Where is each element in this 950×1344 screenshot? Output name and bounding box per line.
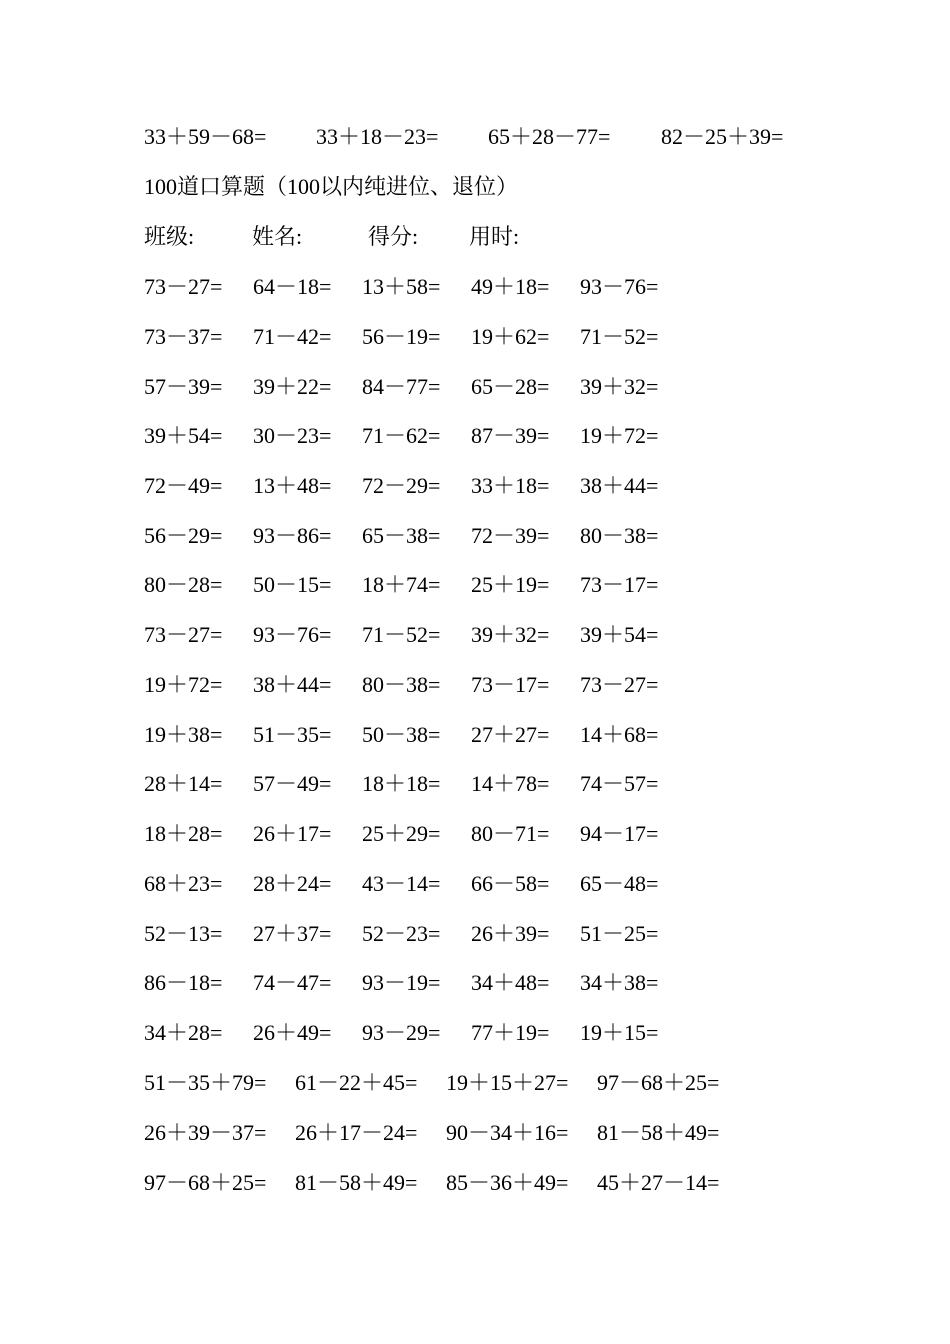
problem-item: 13＋58= [362, 274, 441, 299]
problem-item: 28＋24= [253, 871, 332, 896]
problem-item: 38＋44= [580, 473, 659, 498]
problem-item: 66－58= [471, 871, 550, 896]
problem-item: 50－38= [362, 722, 441, 747]
problem-item: 80－28= [144, 572, 223, 597]
top-problem: 82－25＋39= [661, 124, 784, 149]
problem-item: 65－48= [580, 871, 659, 896]
problem-item: 39＋22= [253, 374, 332, 399]
problem-item: 39＋32= [471, 622, 550, 647]
problem-item: 26＋39= [471, 921, 550, 946]
problem-item: 71－62= [362, 423, 441, 448]
time-label: 用时: [469, 224, 520, 249]
problem-item: 93－76= [580, 274, 659, 299]
problem-item: 93－29= [362, 1020, 441, 1045]
top-problem: 33＋18－23= [316, 124, 439, 149]
problem-item: 51－35= [253, 722, 332, 747]
problem-item: 93－86= [253, 523, 332, 548]
problem-item: 19＋72= [144, 672, 223, 697]
problem-item: 86－18= [144, 970, 223, 995]
problem-item: 25＋19= [471, 572, 550, 597]
problem-item: 87－39= [471, 423, 550, 448]
mixed-problem-item: 97－68＋25= [144, 1170, 267, 1195]
mixed-problem-item: 61－22＋45= [295, 1070, 418, 1095]
problem-item: 73－27= [580, 672, 659, 697]
problem-item: 49＋18= [471, 274, 550, 299]
problem-item: 84－77= [362, 374, 441, 399]
problem-item: 72－49= [144, 473, 223, 498]
problem-item: 57－39= [144, 374, 223, 399]
problem-item: 30－23= [253, 423, 332, 448]
score-label: 得分: [368, 224, 419, 249]
problem-item: 65－38= [362, 523, 441, 548]
problem-item: 39＋32= [580, 374, 659, 399]
problem-item: 73－27= [144, 622, 223, 647]
problem-item: 50－15= [253, 572, 332, 597]
class-label: 班级: [144, 224, 195, 249]
problem-item: 18＋74= [362, 572, 441, 597]
problem-item: 80－38= [580, 523, 659, 548]
problem-item: 14＋78= [471, 771, 550, 796]
problem-item: 19＋15= [580, 1020, 659, 1045]
problem-item: 73－17= [580, 572, 659, 597]
problem-item: 74－57= [580, 771, 659, 796]
problem-item: 19＋62= [471, 324, 550, 349]
problem-item: 71－52= [362, 622, 441, 647]
problem-item: 73－17= [471, 672, 550, 697]
problem-item: 71－42= [253, 324, 332, 349]
problem-item: 57－49= [253, 771, 332, 796]
mixed-problem-item: 90－34＋16= [446, 1120, 569, 1145]
problem-item: 56－29= [144, 523, 223, 548]
problem-item: 19＋38= [144, 722, 223, 747]
problem-item: 71－52= [580, 324, 659, 349]
mixed-problem-item: 85－36＋49= [446, 1170, 569, 1195]
problem-item: 34＋48= [471, 970, 550, 995]
problem-item: 73－37= [144, 324, 223, 349]
top-problem: 65＋28－77= [488, 124, 611, 149]
problem-item: 13＋48= [253, 473, 332, 498]
problem-item: 52－13= [144, 921, 223, 946]
problem-item: 33＋18= [471, 473, 550, 498]
problem-item: 26＋49= [253, 1020, 332, 1045]
problem-item: 73－27= [144, 274, 223, 299]
problem-item: 77＋19= [471, 1020, 550, 1045]
mixed-problem-item: 81－58＋49= [597, 1120, 720, 1145]
mixed-problem-item: 97－68＋25= [597, 1070, 720, 1095]
problem-item: 19＋72= [580, 423, 659, 448]
problem-item: 39＋54= [580, 622, 659, 647]
mixed-problem-item: 19＋15＋27= [446, 1070, 569, 1095]
name-label: 姓名: [252, 224, 303, 249]
worksheet-title: 100道口算题（100以内纯进位、退位） [144, 174, 519, 199]
problem-item: 72－39= [471, 523, 550, 548]
problem-item: 51－25= [580, 921, 659, 946]
problem-item: 38＋44= [253, 672, 332, 697]
problem-item: 72－29= [362, 473, 441, 498]
problem-item: 27＋27= [471, 722, 550, 747]
problem-item: 93－76= [253, 622, 332, 647]
problem-item: 27＋37= [253, 921, 332, 946]
problem-item: 93－19= [362, 970, 441, 995]
problem-item: 68＋23= [144, 871, 223, 896]
problem-item: 52－23= [362, 921, 441, 946]
problem-item: 34＋38= [580, 970, 659, 995]
mixed-problem-item: 51－35＋79= [144, 1070, 267, 1095]
problem-item: 28＋14= [144, 771, 223, 796]
problem-item: 56－19= [362, 324, 441, 349]
mixed-problem-item: 81－58＋49= [295, 1170, 418, 1195]
problem-item: 18＋18= [362, 771, 441, 796]
problem-item: 94－17= [580, 821, 659, 846]
top-problem: 33＋59－68= [144, 124, 267, 149]
problem-item: 80－71= [471, 821, 550, 846]
problem-item: 65－28= [471, 374, 550, 399]
problem-item: 74－47= [253, 970, 332, 995]
problem-item: 39＋54= [144, 423, 223, 448]
problem-item: 25＋29= [362, 821, 441, 846]
problem-item: 14＋68= [580, 722, 659, 747]
problem-item: 80－38= [362, 672, 441, 697]
problem-item: 34＋28= [144, 1020, 223, 1045]
problem-item: 64－18= [253, 274, 332, 299]
problem-item: 43－14= [362, 871, 441, 896]
mixed-problem-item: 26＋17－24= [295, 1120, 418, 1145]
problem-item: 18＋28= [144, 821, 223, 846]
mixed-problem-item: 45＋27－14= [597, 1170, 720, 1195]
problem-item: 26＋17= [253, 821, 332, 846]
mixed-problem-item: 26＋39－37= [144, 1120, 267, 1145]
